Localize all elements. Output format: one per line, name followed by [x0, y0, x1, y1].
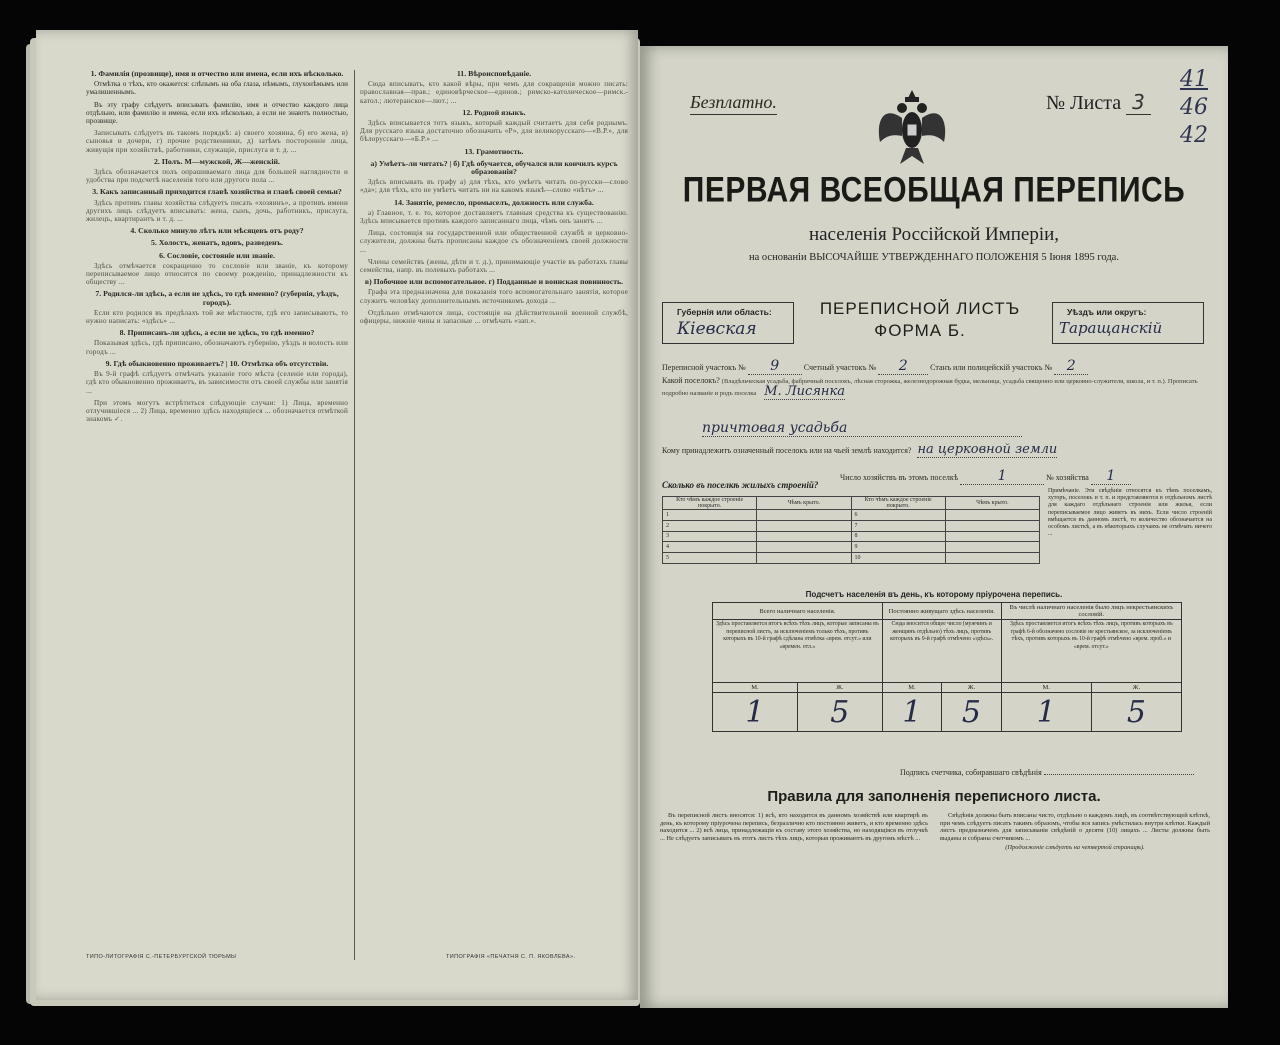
buildings-head-roof: Чѣмъ крыто. [757, 497, 851, 510]
female-header: Ж. [1091, 683, 1181, 693]
uchastok-label: Переписной участокъ № [662, 363, 746, 372]
form-title [800, 298, 1040, 342]
rules-continued: (Продолженіе слѣдуетъ на четвертой страницѣ). [1005, 844, 1145, 851]
instruction-paragraph: Члены семействъ (жены, дѣти и т. д.), принимающіе участіе въ работахъ главы семейства, напр. въ полевыхъ работахъ ... [360, 257, 628, 275]
building-roof-cell [757, 520, 851, 531]
census-form-page [640, 46, 1228, 1008]
buildings-head-desc: Кто чѣмъ каждое строеніе покрыто. [663, 497, 757, 510]
building-number: 6 [851, 510, 945, 521]
census-legal-basis: на основаніи ВЫСОЧАЙШЕ УТВЕРЖДЕННАГО ПОЛОЖЕНІЯ 5 Іюня 1895 года. [749, 252, 1119, 263]
building-roof-cell [757, 553, 851, 564]
buildings-note: Примѣчаніе. Эти свѣдѣнія относятся къ тѣмъ поселкамъ, хуторъ, поселокъ и т. п. и представляются в отдѣльномъ листѣ для каждаго отдѣльнаго строенія или жилья, если переписываемое лицо живетъ въ нихъ. Если число строеній вмѣщается въ данномъ листѣ, то количество обозначается на особомъ листкѣ, а въ нѣкоторыхъ случаяхъ не отмѣчать ничего ... [1048, 488, 1212, 538]
owner-label: Кому принадлежитъ означенный поселокъ или на чьей землѣ находится? [662, 446, 912, 455]
instruction-heading: 8. Приписанъ-ли здѣсь, а если не здѣсь, то гдѣ именно? [119, 328, 315, 338]
uchastok-row [662, 358, 1212, 375]
sheet-number-label: № Листа [1046, 92, 1122, 114]
handwritten-number: 41 [1180, 67, 1208, 92]
female-header: Ж. [942, 683, 1001, 693]
instruction-heading: 7. Родился-ли здѣсь, а если не здѣсь, то гдѣ именно? (губернія, уѣздъ, городъ). [95, 289, 339, 307]
instruction-paragraph: Сюда вписывать, кто какой вѣры, при чемъ для сокращенія можно писать: православная—прав.; единовѣрческое—единов.; римско-католическое—римск.-катол.; лютеранское—лют.; ... [360, 80, 628, 105]
building-roof-cell [945, 520, 1039, 531]
stan-label: Станъ или полицейскій участокъ № [930, 363, 1053, 372]
buildings-head-desc-2: Кто чѣмъ каждое строеніе покрыто. [851, 497, 945, 510]
instruction-heading: 5. Холостъ, женатъ, вдовъ, разведенъ. [151, 238, 283, 248]
handwritten-number: 46 [1180, 95, 1208, 120]
instruction-paragraph: Графа эта предназначена для показанія того вспомогательнаго занятія, которое служитъ человѣку дополнительнымъ источникомъ дохода ... [360, 288, 628, 305]
instruction-paragraph: Здѣсь вписывать въ графу а) для тѣхъ, кто умѣетъ читать по-русски—слово «да»; для тѣхъ, кто не умѣетъ читать ни на какомъ языкѣ—слово «нѣтъ» ... [360, 178, 628, 195]
building-number: 1 [663, 510, 757, 521]
count-head-non-peasant: Въ числѣ наличнаго населенія было лицъ некрестьянскихъ сословій. [1001, 603, 1181, 620]
instruction-heading: 11. Вѣроисповѣданіе. [456, 69, 532, 78]
instruction-paragraph: Здѣсь противъ главы хозяйства слѣдуетъ писать «хозяинъ», а противъ имени другихъ лицъ слѣдуетъ вписывать: жена, сынъ, дочь, работникъ, прислуга, жилецъ, квартирантъ и т. д. ... [86, 198, 348, 224]
building-number: 4 [663, 542, 757, 553]
instruction-paragraph: Отдѣльно отмѣчаются лица, состоящія на дѣйствительной военной службѣ, офицеры, нижніе чины и запасные ... отмѣчать «зап.». [360, 308, 628, 326]
instruction-heading: в) Побочное или вспомогательное. г) Подданные и воинская повинность. [364, 277, 624, 287]
count-non-peasant-male: 1 [1001, 693, 1091, 732]
male-header: М. [882, 683, 941, 693]
building-number: 3 [663, 531, 757, 542]
building-number: 5 [663, 553, 757, 564]
counter-signature-line [900, 768, 1194, 777]
population-count-table [712, 602, 1182, 732]
households-label: Число хозяйствъ въ этомъ поселкѣ [840, 473, 959, 482]
instruction-paragraph: Въ 9-й графѣ слѣдуетъ отмѣчать указаніе того мѣста (селеніе или города), гдѣ кто обыкновенно проживаетъ, въ зависимости отъ своей службы или занятія ... [86, 370, 348, 395]
owner-value: на церковной земли [917, 442, 1058, 457]
instruction-heading: 14. Занятіе, ремесло, промыселъ, должность или служба. [394, 197, 594, 207]
building-number: 10 [851, 553, 945, 564]
form-letter: ФОРМА Б. [874, 321, 966, 340]
province-box [662, 302, 794, 344]
male-header: М. [1001, 683, 1091, 693]
households-value: 1 [960, 468, 1044, 485]
building-number: 2 [663, 520, 757, 531]
count-permanent-female: 5 [942, 693, 1001, 732]
instruction-heading: 12. Родной языкъ. [462, 107, 526, 117]
counter-label: Счетный участокъ № [803, 363, 877, 372]
building-roof-cell [757, 542, 851, 553]
owner-row [662, 442, 1212, 457]
female-header: Ж. [797, 683, 882, 693]
column-divider [354, 70, 355, 960]
instruction-heading: а) Умѣетъ-ли читать? | б) Гдѣ обучается, обучался или кончилъ курсъ образованія? [370, 158, 618, 177]
printer-footer-right: ТИПОГРАФІЯ «ПЕЧАТНЯ С. П. ЯКОВЛЕВА». [446, 954, 576, 960]
building-roof-cell [945, 553, 1039, 564]
settlement-row [662, 376, 1212, 399]
instruction-paragraph: При этомъ могутъ встрѣтиться слѣдующіе случаи: 1) Лица, временно отлучившіеся ... 2) Лица, временно здѣсь находящіеся ... обозначается отмѣткой знакомъ ✓. [86, 398, 348, 424]
instructions-column-2 [360, 66, 628, 329]
rules-column-1 [660, 812, 928, 844]
instruction-paragraph: Показывая здѣсь, гдѣ приписано, обозначаютъ губернію, уѣздъ и волость или городъ ... [86, 339, 348, 356]
instruction-heading: 2. Полъ. М—мужской, Ж—женскій. [154, 156, 280, 166]
instruction-heading: 6. Сословіе, состояніе или званіе. [159, 250, 275, 260]
count-head-permanent: Постоянно живущаго здѣсь населенія. [882, 603, 1001, 620]
uchastok-value: 9 [748, 358, 802, 375]
building-roof-cell [757, 510, 851, 521]
imperial-eagle-emblem [872, 84, 952, 174]
settlement-value-2: причтовая усадьба [702, 420, 1022, 437]
household-number-label: № хозяйства [1046, 473, 1089, 482]
form-title-line: ПЕРЕПИСНОЙ ЛИСТЪ [819, 299, 1021, 318]
male-header: М. [713, 683, 798, 693]
sheet-number-value: 3 [1126, 90, 1151, 115]
building-roof-cell [945, 510, 1039, 521]
sheet-number [1046, 90, 1151, 115]
instruction-paragraph: Здѣсь обозначается полъ опрашиваемаго лица для большей наглядности и удобства при подсчетѣ населенія того или другого пола ... [86, 168, 348, 185]
census-subtitle: населенія Россійской Имперіи, [808, 224, 1060, 245]
settlement-note: (Владѣльческая усадьба, фабричный поселокъ, лѣсная сторожка, железнодорожная будка, мельница, усадьба священно или церковно-служителя, школа, и т. п.). Прописать подробно названіе и родъ поселка [662, 378, 1198, 397]
settlement-value: М. Лисянка [764, 384, 846, 399]
stan-value: 2 [1054, 358, 1088, 375]
counter-signature-blank [1044, 774, 1194, 775]
count-head-total: Всего наличнаго населенія. [713, 603, 883, 620]
count-non-peasant-female: 5 [1091, 693, 1181, 732]
counter-value: 2 [878, 358, 928, 375]
instruction-heading: 1. Фамилія (прозвище), имя и отчество или имена, если ихъ нѣсколько. [90, 69, 344, 78]
instruction-paragraph: Въ эту графу слѣдуетъ вписывать фамилію, имя и отчество каждого лица отдѣльно, или фамилію и имена, если ихъ нѣсколько, а если не знаютъ полностью, прозвище. [86, 100, 348, 126]
instructions-page [36, 30, 638, 1000]
buildings-head-roof-2: Чѣмъ крыто. [945, 497, 1039, 510]
instruction-paragraph: Здѣсь вписывается тотъ языкъ, который каждый считаетъ для себя роднымъ. Для русскаго языка достаточно обозначить «Р», для великорусскаго—«В.Р.», для бѣлорусскаго—«Б.Р.» ... [360, 119, 628, 144]
free-of-charge-label: Безплатно. [690, 92, 777, 115]
settlement-value-row-2 [662, 420, 1212, 437]
count-desc-non-peasant: Здѣсь проставляется итогъ всѣхъ тѣхъ лицъ, противъ которыхъ въ графѣ 6-й обозначено сословіе не крестьянское, за исключеніемъ тѣхъ, противъ которыхъ въ 10-й графѣ отмѣчено «врем. проб.» и «врем. отсут.» [1001, 620, 1181, 683]
buildings-table [662, 496, 1040, 564]
rules-text-2: Свѣдѣнія должны быть вписаны чисто, отдѣльно о каждомъ лицѣ, въ соотвѣтствующей клѣткѣ, при чемъ слѣдуетъ писать такимъ образомъ, чтобы вся запись умѣстилась внутри клѣтки. Каждый листъ предназначенъ для записыванія свѣдѣній о десяти (10) лицахъ ... Листы должны быть выданы и собраны счетчикомъ ... [940, 812, 1210, 842]
building-number: 9 [851, 542, 945, 553]
instruction-paragraph: Отмѣтка о тѣхъ, кто окажется: слѣпымъ на оба глаза, нѣмымъ, глухонѣмымъ или умалишеннымъ. [86, 80, 348, 97]
handwritten-page-numbers [1180, 66, 1208, 150]
building-roof-cell [945, 542, 1039, 553]
rules-title: Правила для заполненія переписного листа. [767, 788, 1101, 805]
building-roof-cell [757, 531, 851, 542]
population-count-title: Подсчетъ населенія въ день, къ которому пріурочена перепись. [805, 590, 1063, 599]
count-total-female: 5 [797, 693, 882, 732]
count-desc-total: Здѣсь проставляется итогъ всѣхъ тѣхъ лицъ, которые записаны въ переписной листъ, за исключеніемъ только тѣхъ, противъ которыхъ въ 10-й графѣ сдѣлана отмѣтка «врем. отсут.» или «времен. отл.» [713, 620, 883, 683]
instruction-heading: 3. Какъ записанный приходится главѣ хозяйства и главѣ своей семьи? [92, 187, 342, 197]
instruction-paragraph: Если кто родился въ предѣлахъ той же мѣстности, гдѣ его записываютъ, то нужно написать: «здѣсь» ... [86, 308, 348, 326]
counter-signature-label: Подпись счетчика, собиравшаго свѣдѣнія [900, 768, 1042, 777]
count-permanent-male: 1 [882, 693, 941, 732]
instruction-heading: 4. Сколько минуло лѣтъ или мѣсяцевъ отъ роду? [130, 226, 304, 236]
count-total-male: 1 [713, 693, 798, 732]
instruction-paragraph: Здѣсь отмѣчается сокращенно то сословіе или званіе, къ которому переписываемое лицо относится по своему рожденію, принадлежности къ обществу ... [86, 261, 348, 287]
settlement-label: Какой поселокъ? [662, 376, 720, 385]
province-label: Губернія или область: [677, 307, 772, 317]
rules-text-1: Въ переписной листъ вносятся: 1) всѣ, кто находится въ данномъ хозяйствѣ или квартирѣ въ день, къ которому пріурочена перепись, безразлично кто постоянно живетъ, и кто временно здѣсь находится ... 2) всѣ лица, принадлежащія къ составу этого хозяйства, но находящіяся въ отлучкѣ ... Не слѣдуетъ записывать въ этотъ листъ тѣхъ лицъ, которыя проживаютъ въ другомъ мѣстѣ ... [660, 812, 928, 842]
district-value: Таращанскій [1059, 319, 1163, 337]
building-roof-cell [945, 531, 1039, 542]
instruction-heading: 13. Грамотность. [464, 146, 524, 156]
buildings-title: Сколько въ поселкѣ жилыхъ строеній? [662, 480, 819, 490]
census-title: ПЕРВАЯ ВСЕОБЩАЯ ПЕРЕПИСЬ [682, 170, 1186, 210]
count-desc-permanent: Сюда вносится общее число (мужчинъ и женщинъ отдѣльно) тѣхъ лицъ, противъ которыхъ въ 9-й графѣ отмѣчено «здѣсь». [882, 620, 1001, 683]
instruction-paragraph: Лица, состоящія на государственной или общественной службѣ и церковно-служители, должны быть прописаны каждое съ обозначеніемъ своей должности ... [360, 229, 628, 254]
handwritten-number: 42 [1180, 123, 1208, 148]
instructions-column-1 [86, 66, 348, 427]
building-number: 8 [851, 531, 945, 542]
district-label: Уѣздъ или округъ: [1067, 307, 1147, 317]
instruction-heading: 9. Гдѣ обыкновенно проживаетъ? | 10. Отмѣтка объ отсутствіи. [105, 358, 329, 368]
building-number: 7 [851, 520, 945, 531]
district-box [1052, 302, 1204, 344]
household-number-value: 1 [1091, 468, 1131, 485]
rules-column-2 [940, 812, 1210, 854]
instruction-paragraph: Записывать слѣдуетъ въ такомъ порядкѣ: а) своего хозяина, б) его жена, в) сыновья и дочери, г) прочие родственники, д) затѣмъ посторонніе лица, живущія при хозяйствѣ, работники, служащіе, прислуга и т. д. ... [86, 129, 348, 154]
instruction-paragraph: а) Главное, т. е. то, которое доставляетъ главныя средства къ существованію. Здѣсь вписывается противъ каждого записаннаго лица, чѣмъ онъ занятъ ... [360, 208, 628, 226]
province-value: Кіевская [677, 319, 757, 339]
printer-footer-left: ТИПО-ЛИТОГРАФІЯ С.-ПЕТЕРБУРГСКОЙ ТЮРЬМЫ [86, 954, 237, 960]
